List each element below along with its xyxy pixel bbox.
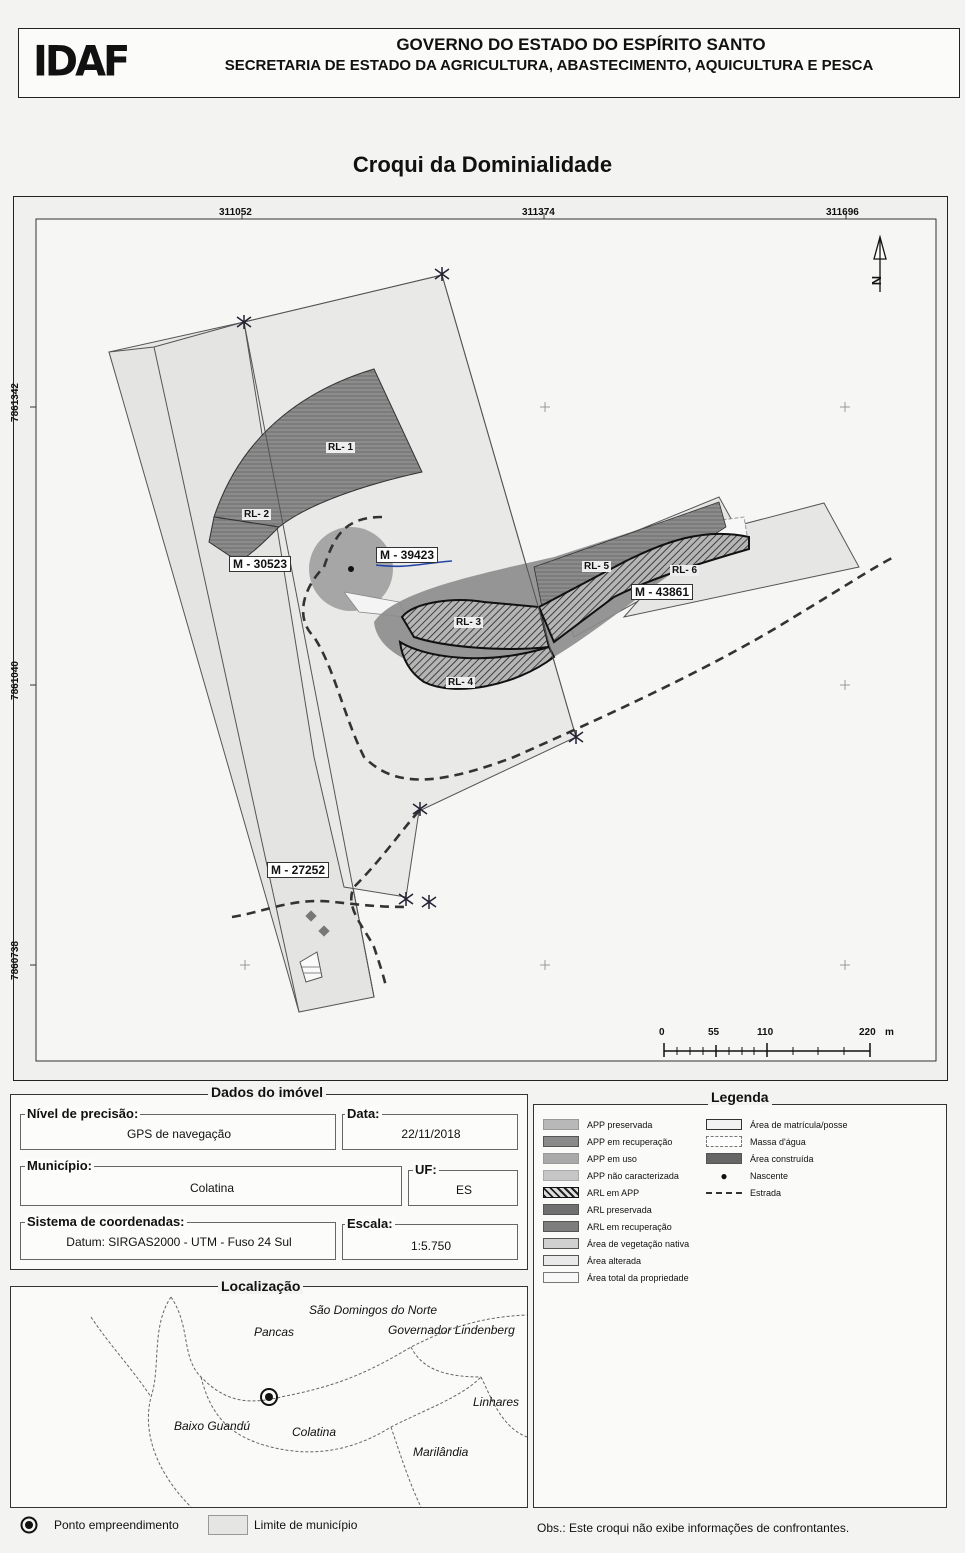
map-canvas (14, 197, 946, 1079)
place-baixo-guandu: Baixo Guandú (174, 1419, 251, 1433)
legend-swatch (543, 1136, 579, 1147)
scale-value: 1:5.750 (410, 1239, 452, 1253)
place-pancas: Pancas (254, 1325, 295, 1339)
scale-unit: m (885, 1027, 894, 1038)
x-tick-3: 311696 (826, 207, 859, 218)
legend-item: Área construída (706, 1150, 848, 1167)
precision-label: Nível de precisão: (27, 1106, 139, 1121)
date-field (342, 1106, 518, 1150)
nascente-icon: ● (720, 1168, 728, 1183)
y-tick-1: 7861342 (9, 383, 21, 422)
legend-item: Estrada (706, 1184, 848, 1201)
ponto-label: Ponto empreendimento (54, 1518, 179, 1532)
legend-swatch (543, 1204, 579, 1215)
government-title: GOVERNO DO ESTADO DO ESPÍRITO SANTO (396, 35, 766, 54)
municipality-field (20, 1158, 402, 1206)
property-section-title: Dados do imóvel (208, 1084, 326, 1100)
place-marilandia: Marilândia (413, 1445, 469, 1459)
legend-swatch (543, 1153, 579, 1164)
legend-swatch (543, 1170, 579, 1181)
legend-item: APP em recuperação (543, 1133, 689, 1150)
legend-swatch (706, 1153, 742, 1164)
label-m39423: M - 39423 (376, 547, 438, 563)
legend-swatch (543, 1238, 579, 1249)
legend-item: ARL em recuperação (543, 1218, 689, 1235)
legend-left-column (543, 1116, 689, 1286)
legend-item: ARL em APP (543, 1184, 689, 1201)
x-tick-1: 311052 (219, 207, 252, 218)
legend-item: APP preservada (543, 1116, 689, 1133)
municipality-value: Colatina (189, 1181, 235, 1195)
date-label: Data: (347, 1106, 380, 1121)
label-rl4: RL- 4 (448, 677, 473, 688)
y-tick-3: 7860738 (9, 941, 21, 980)
scale-label-110: 110 (757, 1027, 774, 1038)
location-title: Localização (218, 1278, 303, 1294)
legend-swatch (706, 1136, 742, 1147)
legend-item: APP em uso (543, 1150, 689, 1167)
coord-label: Sistema de coordenadas: (27, 1214, 185, 1229)
map-frame (9, 196, 948, 1081)
label-rl5: RL- 5 (584, 561, 609, 572)
scale-field (342, 1216, 518, 1260)
legend-item: Área de vegetação nativa (543, 1235, 689, 1252)
legend-swatch (543, 1119, 579, 1130)
legend-swatch (543, 1187, 579, 1198)
scale-label: Escala: (347, 1216, 393, 1231)
place-sao-domingos: São Domingos do Norte (309, 1303, 438, 1317)
legend-swatch (543, 1221, 579, 1232)
nascente-point (348, 566, 354, 572)
limite-label: Limite de município (254, 1518, 358, 1532)
place-linhares: Linhares (473, 1395, 520, 1409)
municipality-label: Município: (27, 1158, 92, 1173)
label-rl2: RL- 2 (244, 509, 269, 520)
coord-value: Datum: SIRGAS2000 - UTM - Fuso 24 Sul (66, 1235, 292, 1249)
place-governador: Governador Lindenberg (388, 1323, 515, 1337)
road-icon (706, 1192, 742, 1194)
legend-item: Massa d'água (706, 1133, 848, 1150)
idaf-logo: IDAF (33, 37, 128, 87)
page-title: Croqui da Dominialidade (352, 152, 613, 177)
legend-swatch (543, 1255, 579, 1266)
y-tick-2: 7861040 (9, 661, 21, 700)
legend-item: APP não caracterizada (543, 1167, 689, 1184)
label-rl3: RL- 3 (456, 617, 481, 628)
limite-swatch (208, 1515, 248, 1535)
label-rl6: RL- 6 (672, 565, 697, 576)
scale-label-0: 0 (659, 1027, 665, 1038)
legend-title: Legenda (708, 1089, 772, 1105)
scale-label-55: 55 (708, 1027, 720, 1038)
legend-swatch (543, 1272, 579, 1283)
legend-item: ARL preservada (543, 1201, 689, 1218)
precision-field (20, 1106, 336, 1150)
secretariat-title: SECRETARIA DE ESTADO DA AGRICULTURA, ABASTECIMENTO, AQUICULTURA E PESCA (224, 57, 874, 74)
place-colatina: Colatina (292, 1425, 337, 1439)
obs-note: Obs.: Este croqui não exibe informações de confrontantes. (537, 1521, 850, 1535)
north-label: N (869, 275, 885, 286)
label-m30523: M - 30523 (229, 556, 291, 572)
uf-field (408, 1162, 518, 1206)
location-map (11, 1287, 527, 1507)
legend-item: Área de matrícula/posse (706, 1116, 848, 1133)
coord-field (20, 1214, 336, 1260)
legend-item: ● Nascente (706, 1167, 848, 1184)
legend-swatch (706, 1119, 742, 1130)
label-m43861: M - 43861 (631, 584, 693, 600)
date-value: 22/11/2018 (401, 1127, 461, 1141)
scale-label-220: 220 (859, 1027, 876, 1038)
legend-item: Área alterada (543, 1252, 689, 1269)
header-box (18, 28, 960, 98)
precision-value: GPS de navegação (126, 1127, 232, 1141)
legend-right-column (706, 1116, 848, 1201)
x-tick-2: 311374 (522, 207, 555, 218)
label-m27252: M - 27252 (267, 862, 329, 878)
label-rl1: RL- 1 (328, 442, 353, 453)
location-box (10, 1286, 528, 1508)
uf-label: UF: (415, 1162, 437, 1177)
ponto-empreendimento-icon (20, 1516, 38, 1534)
uf-value: ES (455, 1183, 472, 1197)
legend-item: Área total da propriedade (543, 1269, 689, 1286)
